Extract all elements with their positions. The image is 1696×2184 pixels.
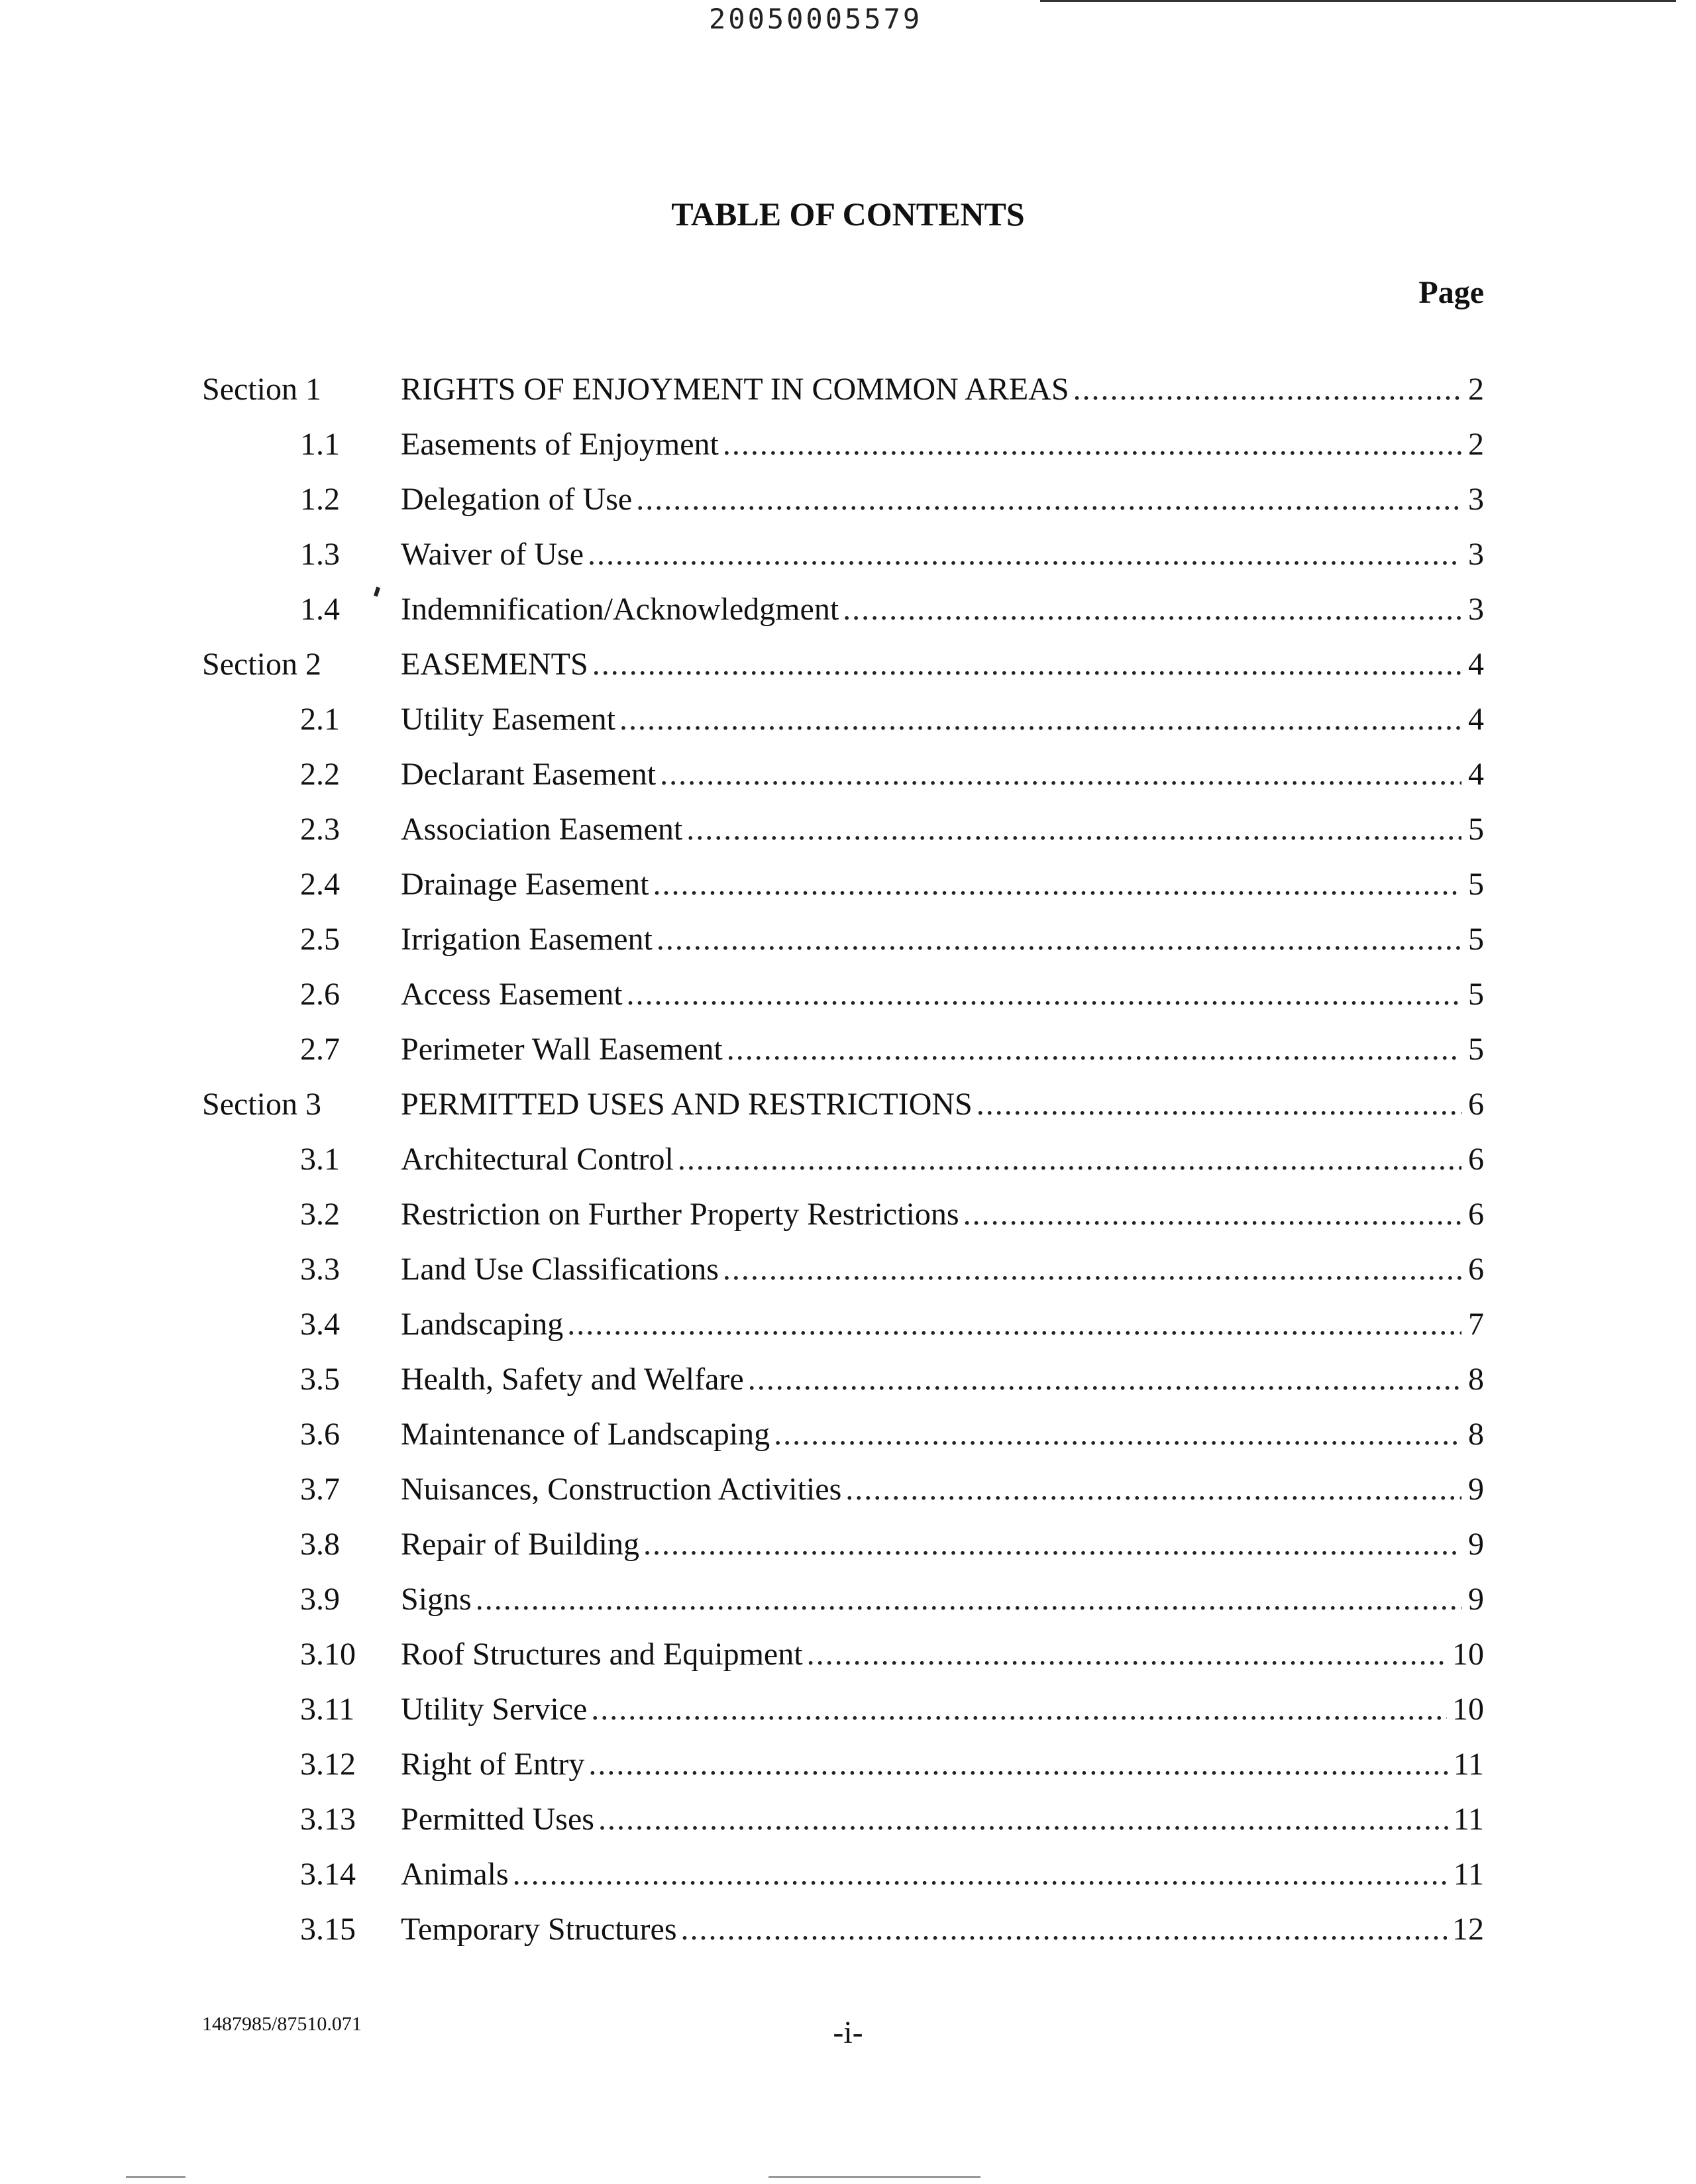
dot-leader [748,1361,1461,1397]
toc-entry-page: 4 [1468,647,1484,682]
toc-entry-title: Land Use Classifications [401,1252,719,1287]
toc-entry-leader-line [401,1581,1467,1617]
toc-entry-title: Animals [401,1857,509,1892]
toc-entry-leader-line [401,1416,1467,1452]
toc-entry-number: 3.2 [300,1197,340,1232]
toc-entry-page: 9 [1468,1582,1484,1617]
toc-entry-number: 1.4 [300,592,340,627]
toc-subsection-row [202,426,1484,481]
toc-entry-title: Health, Safety and Welfare [401,1362,744,1397]
dot-leader [592,646,1461,682]
toc-subsection-row [202,1471,1484,1526]
toc-entry-page: 4 [1468,702,1484,737]
dot-leader [567,1306,1461,1342]
toc-entry-title: Delegation of Use [401,482,633,517]
dot-leader [619,701,1461,737]
toc-entry-page: 3 [1468,537,1484,572]
toc-entry-page: 8 [1468,1417,1484,1452]
dot-leader [723,1251,1461,1287]
toc-entry-leader-line [401,1141,1467,1177]
toc-list [202,371,1484,1966]
toc-section-row [202,646,1484,701]
toc-entry-number: 3.15 [300,1912,356,1947]
toc-entry-number: Section 2 [202,647,321,682]
toc-entry-leader-line [401,646,1467,682]
toc-entry-number: 2.7 [300,1032,340,1067]
toc-entry-leader-line [401,976,1467,1012]
dot-leader [681,1911,1447,1947]
toc-entry-leader-line [401,1196,1467,1232]
toc-entry-leader-line [401,1471,1467,1507]
toc-subsection-row [202,1361,1484,1416]
toc-entry-number: 3.9 [300,1582,340,1617]
toc-subsection-row [202,976,1484,1031]
toc-entry-number: 2.2 [300,757,340,792]
toc-entry-number: 3.12 [300,1747,356,1782]
toc-subsection-row [202,756,1484,811]
toc-entry-number: 3.10 [300,1637,356,1672]
toc-entry-leader-line [401,1361,1467,1397]
toc-subsection-row [202,1746,1484,1801]
toc-entry-page: 2 [1468,427,1484,462]
dot-leader [643,1526,1461,1562]
toc-entry-page: 9 [1468,1527,1484,1562]
toc-entry-leader-line [401,1251,1467,1287]
toc-entry-number: 2.1 [300,702,340,737]
toc-entry-page: 10 [1452,1692,1484,1727]
toc-entry-number: 1.1 [300,427,340,462]
toc-entry-number: 3.6 [300,1417,340,1452]
dot-leader [660,756,1461,792]
toc-entry-page: 5 [1468,977,1484,1012]
toc-entry-page: 5 [1468,1032,1484,1067]
toc-subsection-row [202,1911,1484,1966]
toc-entry-title: Access Easement [401,977,623,1012]
toc-entry-page: 11 [1453,1857,1484,1892]
toc-entry-number: 3.1 [300,1142,340,1177]
toc-entry-page: 11 [1453,1747,1484,1782]
toc-entry-page: 6 [1468,1087,1484,1122]
toc-entry-page: 3 [1468,592,1484,627]
toc-entry-title: Nuisances, Construction Activities [401,1472,842,1507]
dot-leader [845,1471,1461,1507]
toc-entry-leader-line [401,1856,1454,1892]
dot-leader [723,426,1461,463]
toc-entry-leader-line [401,1526,1467,1562]
dot-leader [1073,371,1461,408]
footer-page-number: -i- [833,2015,863,2050]
dot-leader [598,1801,1448,1837]
toc-entry-title: Signs [401,1582,472,1617]
toc-entry-leader-line [401,371,1467,408]
toc-entry-leader-line [401,1691,1452,1727]
toc-entry-page: 11 [1453,1802,1484,1837]
toc-entry-title: Utility Service [401,1692,588,1727]
toc-entry-page: 3 [1468,482,1484,517]
toc-entry-number: 2.5 [300,922,340,957]
toc-entry-page: 9 [1468,1472,1484,1507]
toc-entry-page: 7 [1468,1307,1484,1342]
toc-subsection-row [202,1196,1484,1251]
toc-section-row [202,371,1484,426]
toc-entry-title: Irrigation Easement [401,922,653,957]
toc-entry-number: 3.3 [300,1252,340,1287]
toc-entry-title: Landscaping [401,1307,564,1342]
toc-entry-number: 2.4 [300,867,340,902]
toc-entry-number: 3.14 [300,1857,356,1892]
toc-subsection-row [202,701,1484,756]
toc-entry-page: 4 [1468,757,1484,792]
toc-entry-leader-line [401,1911,1452,1947]
toc-subsection-row [202,1251,1484,1306]
dot-leader [843,591,1461,628]
toc-entry-leader-line [401,866,1467,902]
toc-subsection-row [202,1031,1484,1086]
top-rule [1040,0,1676,2]
toc-entry-leader-line [401,481,1467,518]
toc-entry-number: Section 3 [202,1087,321,1122]
dot-leader [686,811,1461,847]
toc-entry-leader-line [401,1636,1452,1672]
dot-leader [627,976,1461,1012]
toc-entry-number: 2.6 [300,977,340,1012]
toc-entry-leader-line [401,591,1467,628]
toc-entry-title: Repair of Building [401,1527,639,1562]
dot-leader [657,921,1461,957]
toc-entry-title: Restriction on Further Property Restrictions [401,1197,959,1232]
toc-entry-title: Association Easement [401,812,683,847]
toc-entry-page: 5 [1468,812,1484,847]
toc-entry-title: Waiver of Use [401,537,584,572]
toc-entry-title: RIGHTS OF ENJOYMENT IN COMMON AREAS [401,372,1069,407]
toc-subsection-row [202,1636,1484,1691]
toc-title: TABLE OF CONTENTS [671,195,1025,233]
toc-subsection-row [202,1526,1484,1581]
toc-entry-number: 3.11 [300,1692,355,1727]
dot-leader [591,1691,1447,1727]
toc-entry-page: 6 [1468,1252,1484,1287]
dot-leader [963,1196,1461,1232]
toc-subsection-row [202,536,1484,591]
toc-entry-leader-line [401,1031,1467,1067]
dot-leader [727,1031,1461,1067]
toc-subsection-row [202,481,1484,536]
dot-leader [513,1856,1448,1892]
toc-entry-title: EASEMENTS [401,647,588,682]
toc-entry-leader-line [401,701,1467,737]
toc-entry-title: Permitted Uses [401,1802,594,1837]
toc-entry-title: Right of Entry [401,1747,585,1782]
toc-entry-title: Maintenance of Landscaping [401,1417,770,1452]
toc-entry-number: 3.7 [300,1472,340,1507]
document-number: 20050005579 [709,3,923,35]
toc-entry-title: Roof Structures and Equipment [401,1637,803,1672]
toc-entry-page: 12 [1452,1912,1484,1947]
toc-entry-page: 6 [1468,1142,1484,1177]
dot-leader [807,1636,1447,1672]
dot-leader [588,1746,1448,1782]
dot-leader [476,1581,1461,1617]
toc-entry-title: Perimeter Wall Easement [401,1032,723,1067]
toc-entry-leader-line [401,756,1467,792]
toc-entry-number: 3.4 [300,1307,340,1342]
toc-section-row [202,1086,1484,1141]
toc-entry-number: Section 1 [202,372,321,407]
toc-subsection-row [202,1141,1484,1196]
toc-entry-leader-line [401,1801,1454,1837]
toc-entry-title: Utility Easement [401,702,615,737]
toc-entry-number: 3.13 [300,1802,356,1837]
toc-entry-title: Architectural Control [401,1142,674,1177]
toc-entry-page: 5 [1468,867,1484,902]
toc-entry-number: 3.8 [300,1527,340,1562]
dot-leader [653,866,1461,902]
dot-leader [774,1416,1461,1452]
toc-subsection-row [202,866,1484,921]
toc-entry-page: 10 [1452,1637,1484,1672]
scan-artifact [126,2176,186,2178]
toc-subsection-row [202,811,1484,866]
dot-leader [636,481,1461,518]
toc-entry-leader-line [401,1086,1467,1122]
toc-entry-page: 6 [1468,1197,1484,1232]
toc-entry-leader-line [401,426,1467,463]
toc-subsection-row [202,1856,1484,1911]
footer-document-id: 1487985/87510.071 [202,2013,362,2035]
toc-subsection-row [202,591,1484,646]
toc-entry-number: 1.3 [300,537,340,572]
toc-entry-title: Drainage Easement [401,867,649,902]
toc-subsection-row [202,1691,1484,1746]
toc-entry-leader-line [401,1746,1454,1782]
toc-entry-leader-line [401,811,1467,847]
page-column-heading: Page [1418,275,1484,310]
toc-entry-page: 8 [1468,1362,1484,1397]
toc-entry-title: Temporary Structures [401,1912,677,1947]
toc-entry-leader-line [401,1306,1467,1342]
toc-entry-number: 3.5 [300,1362,340,1397]
toc-entry-title: Easements of Enjoyment [401,427,719,462]
toc-subsection-row [202,1416,1484,1471]
toc-entry-leader-line [401,921,1467,957]
scan-artifact [768,2176,980,2178]
dot-leader [678,1141,1461,1177]
toc-subsection-row [202,921,1484,976]
toc-entry-page: 2 [1468,372,1484,407]
toc-entry-title: Declarant Easement [401,757,657,792]
dot-leader [977,1086,1461,1122]
dot-leader [588,536,1461,573]
toc-subsection-row [202,1306,1484,1361]
toc-entry-number: 2.3 [300,812,340,847]
toc-entry-page: 5 [1468,922,1484,957]
toc-entry-title: PERMITTED USES AND RESTRICTIONS [401,1087,973,1122]
toc-subsection-row [202,1581,1484,1636]
toc-entry-leader-line [401,536,1467,573]
toc-subsection-row [202,1801,1484,1856]
toc-entry-number: 1.2 [300,482,340,517]
toc-entry-title: Indemnification/Acknowledgment [401,592,839,627]
